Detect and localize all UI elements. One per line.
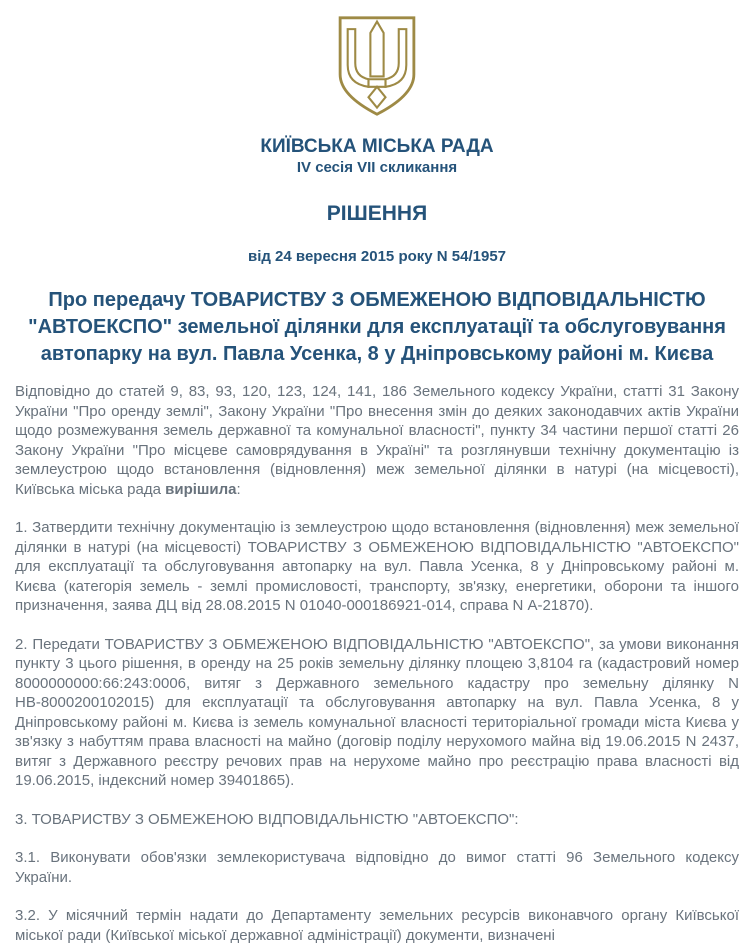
paragraph-item-3-1: 3.1. Виконувати обов'язки землекористувача відповідно до вимог статті 96 Земельного кодексу України.	[15, 849, 739, 886]
paragraph-item-2: 2. Передати ТОВАРИСТВУ З ОБМЕЖЕНОЮ ВІДПОВІДАЛЬНІСТЮ "АВТОЕКСПО", за умови виконання пункту 3 цього рішення, в оренду на 25 років земельну ділянку площею 3,8104 га (кадастровий номер 8000000000:66:243:0006, витяг з Державного земельного кадастру про земельну ділянку N НВ-8000200102015) для експлуатації та обслуговування автопарку на вул. Павла Усенка, 8 у Дніпровському районі м. Києва із земель комунальної власності територіальної громади міста Києва у зв'язку з набуттям права власності на майно (договір поділу нерухомого майна від 19.06.2015 N 2437, витяг з Державного реєстру речових прав на нерухоме майно про реєстрацію права власності від 19.06.2015, індексний номер 39401865).	[15, 635, 739, 789]
paragraph-item-1: 1. Затвердити технічну документацію із землеустрою щодо встановлення (відновлення) меж земельної ділянки в натурі (на місцевості) ТОВАРИСТВУ З ОБМЕЖЕНОЮ ВІДПОВІДАЛЬНІСТЮ "АВТОЕКСПО" для експлуатації та обслуговування автопарку на вул. Павла Усенка, 8 у Дніпровському районі м. Києва (категорія земель - землі промисловості, транспорту, зв'язку, енергетики, оборони та іншого призначення, заява ДЦ від 28.08.2015 N 01040-000186921-014, справа N А-21870).	[15, 519, 739, 614]
document-body	[15, 382, 739, 945]
intro-colon: :	[236, 480, 241, 498]
document-type-heading: РІШЕННЯ	[326, 202, 428, 225]
intro-bold-word: вирішила	[165, 480, 237, 498]
date-and-number-line: від 24 вересня 2015 року N 54/1957	[247, 248, 507, 265]
intro-text: Відповідно до статей 9, 83, 93, 120, 123, 124, 141, 186 Земельного кодексу України, статті 31 Закону України "Про оренду землі", Закону України "Про внесення змін до деяких законодавчих актів України щодо розмежування земель державної та комунальної власності", пункту 34 частини першої статті 26 Закону України "Про місцеве самоврядування в Україні" та розглянувши технічну документацію із землеустрою щодо встановлення (відновлення) меж земельної ділянки в натурі (на місцевості), Київська міська рада	[15, 383, 739, 498]
session-line: IV сесія VII скликання	[296, 159, 458, 176]
ukraine-tryzub-shield-icon	[333, 14, 421, 118]
emblem-container	[15, 14, 739, 123]
intro-paragraph	[15, 382, 739, 499]
organization-name: КИЇВСЬКА МІСЬКА РАДА	[260, 136, 494, 157]
paragraph-item-3: 3. ТОВАРИСТВУ З ОБМЕЖЕНОЮ ВІДПОВІДАЛЬНІСТЮ "АВТОЕКСПО":	[15, 810, 519, 828]
paragraph-item-3-2: 3.2. У місячний термін надати до Департаменту земельних ресурсів виконавчого органу Київської міської ради (Київської міської державної адміністрації) документи, визначені	[15, 907, 739, 944]
document-title: Про передачу ТОВАРИСТВУ З ОБМЕЖЕНОЮ ВІДПОВІДАЛЬНІСТЮ "АВТОЕКСПО" земельної ділянки для експлуатації та обслуговування автопарку на вул. Павла Усенка, 8 у Дніпровському районі м. Києва	[28, 289, 726, 365]
